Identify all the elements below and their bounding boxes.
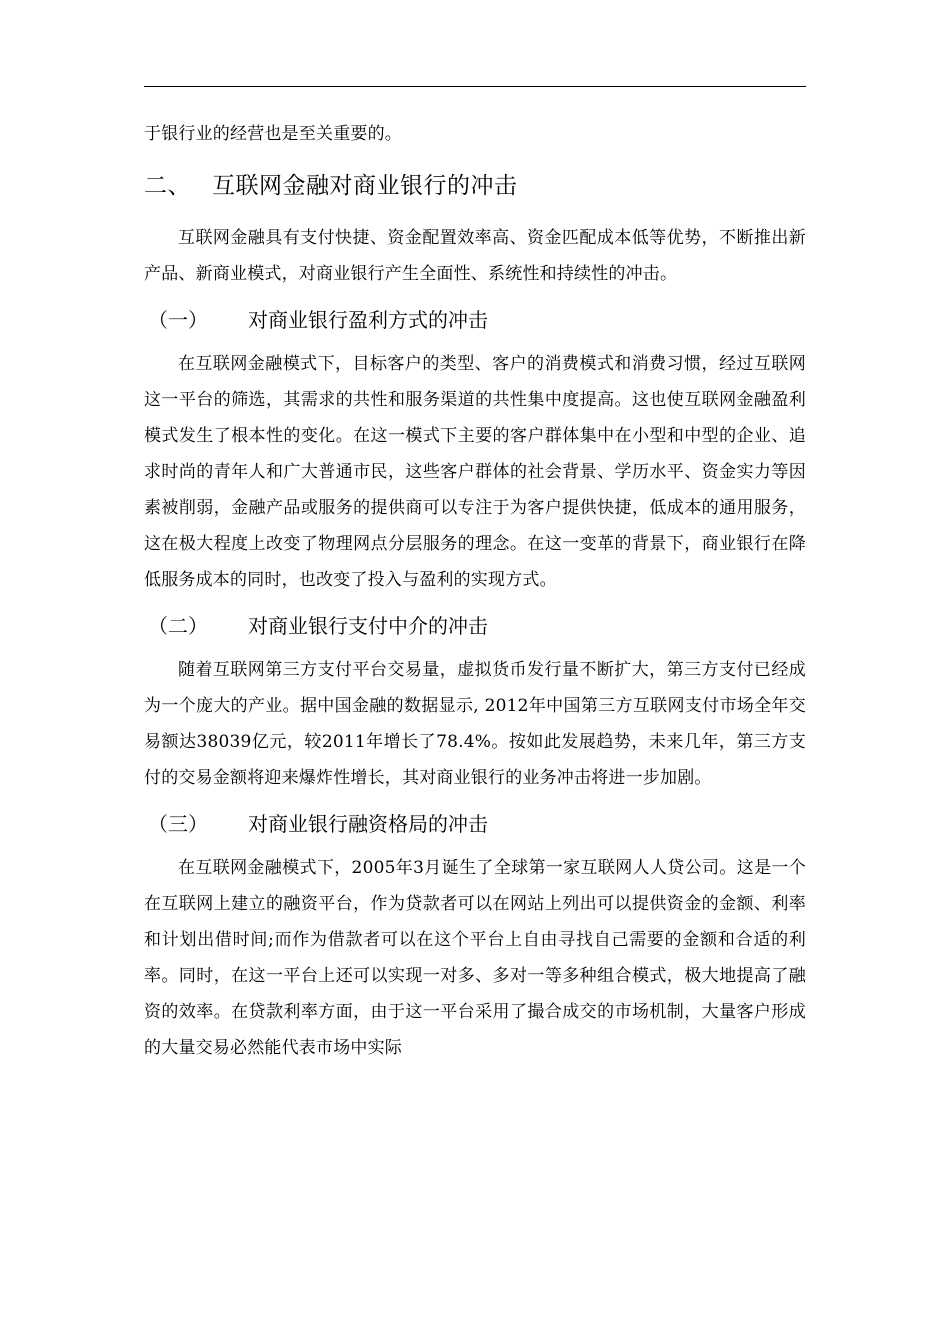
document-body <box>144 116 806 1066</box>
subsection-paragraph-1: 在互联网金融模式下，目标客户的类型、客户的消费模式和消费习惯，经过互联网这一平台的筛选，其需求的共性和服务渠道的共性集中度提高。这也使互联网金融盈利模式发生了根本性的变化。在这一模式下主要的客户群体集中在小型和中型的企业、追求时尚的青年人和广大普通市民，这些客户群体的社会背景、学历水平、资金实力等因素被削弱，金融产品或服务的提供商可以专注于为客户提供快捷，低成本的通用服务，这在极大程度上改变了物理网点分层服务的理念。在这一变革的背景下，商业银行在降低服务成本的同时，也改变了投入与盈利的实现方式。 <box>144 354 806 590</box>
subsection-heading-1 <box>144 302 806 338</box>
subsection-number: （一） <box>148 308 208 332</box>
subsection-number: （二） <box>148 614 208 638</box>
subsection-heading-3 <box>144 806 806 842</box>
subsection-title: 对商业银行支付中介的冲击 <box>248 614 488 638</box>
intro-continuation: 于银行业的经营也是至关重要的。 <box>144 124 402 144</box>
subsection-title: 对商业银行盈利方式的冲击 <box>248 308 488 332</box>
header-rule <box>144 86 806 87</box>
section-number: 二、 <box>144 173 191 199</box>
section-intro-paragraph: 互联网金融具有支付快捷、资金配置效率高、资金匹配成本低等优势，不断推出新产品、新商业模式，对商业银行产生全面性、系统性和持续性的冲击。 <box>144 228 806 284</box>
subsection-paragraph-3: 在互联网金融模式下，2005年3月诞生了全球第一家互联网人人贷公司。这是一个在互联网上建立的融资平台，作为贷款者可以在网站上列出可以提供资金的金额、利率和计划出借时间;而作为借款者可以在这个平台上自由寻找自己需要的金额和合适的利率。同时，在这一平台上还可以实现一对多、多对一等多种组合模式，极大地提高了融资的效率。在贷款利率方面，由于这一平台采用了撮合成交的市场机制，大量客户形成的大量交易必然能代表市场中实际 <box>144 858 806 1058</box>
section-title: 互联网金融对商业银行的冲击 <box>212 173 518 199</box>
subsection-heading-2 <box>144 608 806 644</box>
subsection-number: （三） <box>148 812 208 836</box>
subsection-paragraph-2: 随着互联网第三方支付平台交易量，虚拟货币发行量不断扩大，第三方支付已经成为一个庞大的产业。据中国金融的数据显示, 2012年中国第三方互联网支付市场全年交易额达38039亿元，较2011年增长了78.4%。按如此发展趋势，未来几年，第三方支付的交易金额将迎来爆炸性增长，其对商业银行的业务冲击将进一步加剧。 <box>144 660 806 788</box>
subsection-title: 对商业银行融资格局的冲击 <box>248 812 488 836</box>
section-heading <box>144 166 806 206</box>
